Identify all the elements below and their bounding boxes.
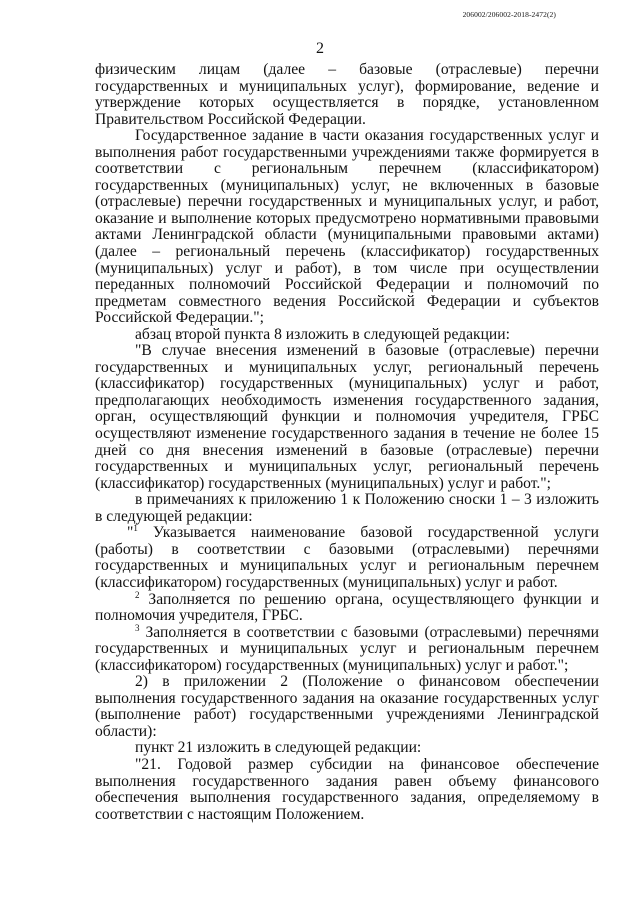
footnote-marker: 1 — [133, 523, 138, 534]
paragraph-point-21-amendment — [95, 740, 599, 757]
paragraph-text: Заполняется по решению органа, осуществляющего функции и полномочия учредителя, ГРБС. — [95, 590, 599, 625]
paragraph-text: 2) в приложении 2 (Положение о финансовом обеспечении выполнения государственного задания на оказание государственных услуг (выполнение работ) государственными учреждениями Ленинградской области): — [95, 673, 599, 740]
paragraph-text: Заполняется в соответствии с базовыми (отраслевыми) перечнями государственных и муниципальных услуг и региональным перечнем (классификатором) государственных (муниципальных) услуг и работ."; — [95, 623, 599, 674]
paragraph-text: абзац второй пункта 8 изложить в следующей редакции: — [135, 325, 510, 343]
paragraph-amendment-point-8 — [95, 327, 599, 344]
paragraph-appendix-2 — [95, 674, 599, 740]
paragraph-text: Государственное задание в части оказания государственных услуг и выполнения работ государственными учреждениями также формируется в соответствии с региональным перечнем (классификатором) государственных (муниципальных) услуг, не включенных в базовые (отраслевые) перечни государственных и муниципальных услуг, и работ, оказание и выполнение которых предусмотрено нормативными правовыми актами Ленинградской области (муниципальными правовыми актами) (далее – региональный перечень (классификатор) государственных (муниципальных) услуг и работ), в том числе при осуществлении переданных полномочий Российской Федерации и полномочий по предметам совместного ведения Российской Федерации и субъектов Российской Федерации."; — [95, 127, 599, 327]
footnote-3 — [95, 622, 599, 675]
paragraph-footnotes-amendment — [95, 492, 599, 525]
paragraph-state-assignment — [95, 128, 599, 327]
footnote-marker: 2 — [135, 589, 140, 600]
page-number: 2 — [316, 40, 324, 57]
paragraph-point-21-text — [95, 757, 599, 823]
footnote-prefix: " — [127, 524, 134, 542]
footnote-1 — [95, 525, 599, 591]
paragraph-text: "21. Годовой размер субсидии на финансовое обеспечение выполнения государственного задания равен объему финансового обеспечения выполнения государственного задания, определяемому в соответствии с настоящим Положением. — [95, 755, 599, 823]
paragraph-text: в примечаниях к приложению 1 к Положению сноски 1 – 3 изложить в следующей редакции: — [95, 491, 599, 525]
document-body — [95, 62, 599, 823]
footnote-2 — [95, 589, 599, 625]
paragraph-text: пункт 21 изложить в следующей редакции: — [135, 739, 422, 757]
paragraph-continuation — [95, 62, 599, 128]
paragraph-text: физическим лицам (далее – базовые (отраслевые) перечни государственных и муниципальных услуг), формирование, ведение и утверждение которых осуществляется в порядке, установленном Правительством Российской Федерации. — [95, 61, 599, 128]
footnote-marker: 3 — [135, 622, 140, 633]
paragraph-text: Указывается наименование базовой государственной услуги (работы) в соответствии с базовыми (отраслевыми) перечнями государственных и муниципальных услуг и региональным перечнем (классификатором) государственных (муниципальных) услуг и работ. — [95, 524, 599, 591]
paragraph-text: "В случае внесения изменений в базовые (отраслевые) перечни государственных и муниципальных услуг, региональный перечень (классификатор) государственных (муниципальных) услуг и работ, предполагающих необходимость изменения государственного задания, орган, осуществляющий функции и полномочия учредителя, ГРБС осуществляют изменение государственного задания в течение не более 15 дней со дня внесения изменений в базовые (отраслевые) перечни государственных и муниципальных услуг, региональный перечень (классификатор) государственных (муниципальных) услуг и работ."; — [95, 342, 599, 492]
paragraph-point-8-text — [95, 343, 599, 492]
document-code: 206002/206002-2018-2472(2) — [462, 10, 556, 19]
